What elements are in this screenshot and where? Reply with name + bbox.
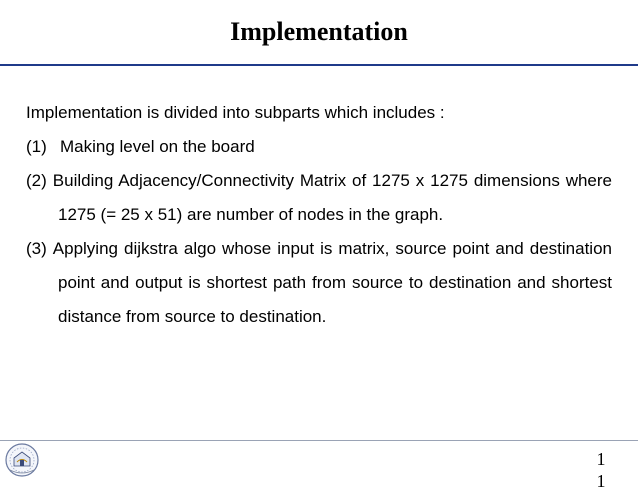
intro-text: Implementation is divided into subparts which includes : (26, 103, 445, 122)
list-item-number: (1) (26, 137, 47, 156)
page-number: 11 (596, 449, 606, 491)
list-item-1 (26, 130, 612, 164)
list-item-3 (26, 232, 612, 334)
institute-emblem-icon (4, 442, 40, 478)
list-item-number: (3) (26, 239, 47, 258)
emblem-graphic (4, 442, 40, 478)
header-divider (0, 64, 638, 66)
list-item-text: Applying dijkstra algo whose input is matrix, source point and destination point and output is shortest path from source to destination and shortest distance from source to destination. (52, 239, 612, 326)
list-item-text: Building Adjacency/Connectivity Matrix of 1275 x 1275 dimensions where 1275 (= 25 x 51) are number of nodes in the graph. (52, 171, 612, 224)
footer-divider (0, 440, 638, 441)
list-item-text: Making level on the board (60, 137, 255, 156)
slide-title: Implementation (230, 17, 408, 46)
list-item-2 (26, 164, 612, 232)
list-item-number: (2) (26, 171, 47, 190)
slide-body (26, 96, 612, 334)
